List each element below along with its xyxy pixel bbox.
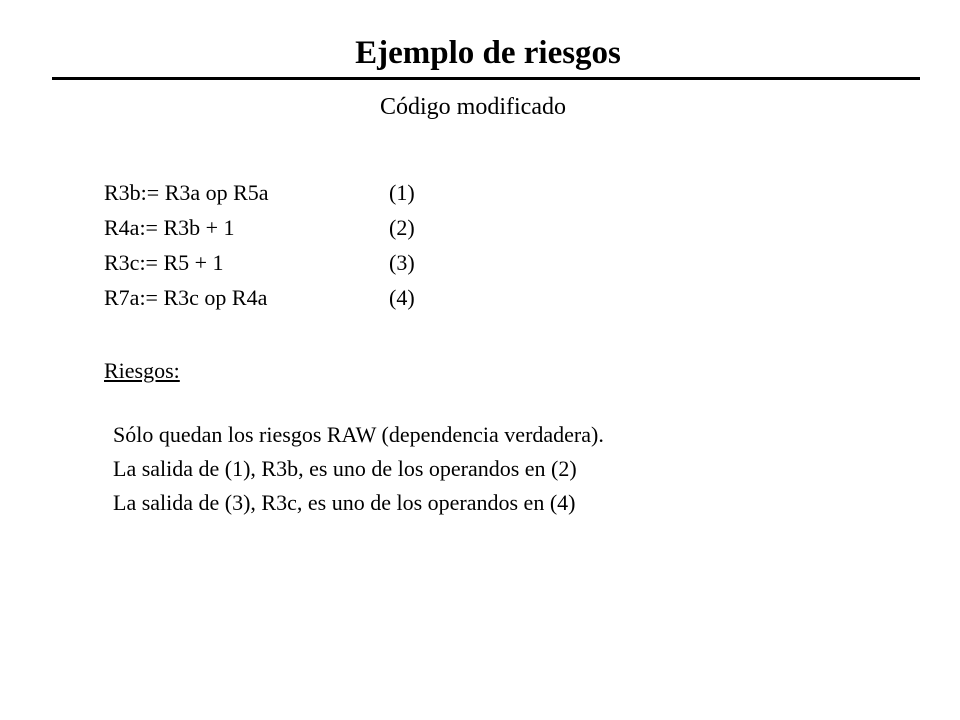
code-statement: R4a:= R3b + 1 xyxy=(104,215,235,240)
code-statement: R3b:= R3a op R5a xyxy=(104,180,269,205)
hazard-line-2: La salida de (1), R3b, es uno de los operandos en (2) xyxy=(113,456,577,481)
hazards-list xyxy=(113,418,604,520)
code-line-number: (4) xyxy=(389,285,415,310)
hazards-heading: Riesgos: xyxy=(104,358,180,383)
code-statement: R3c:= R5 + 1 xyxy=(104,250,224,275)
title-divider xyxy=(52,77,920,80)
slide-subtitle: Código modificado xyxy=(380,94,566,120)
hazard-line-1: Sólo quedan los riesgos RAW (dependencia verdadera). xyxy=(113,422,604,447)
hazard-line-3: La salida de (3), R3c, es uno de los operandos en (4) xyxy=(113,490,576,515)
code-line-number: (1) xyxy=(389,180,415,205)
code-line-number: (2) xyxy=(389,215,415,240)
slide-title: Ejemplo de riesgos xyxy=(355,35,621,71)
code-line-number: (3) xyxy=(389,250,415,275)
code-statement: R7a:= R3c op R4a xyxy=(104,285,268,310)
